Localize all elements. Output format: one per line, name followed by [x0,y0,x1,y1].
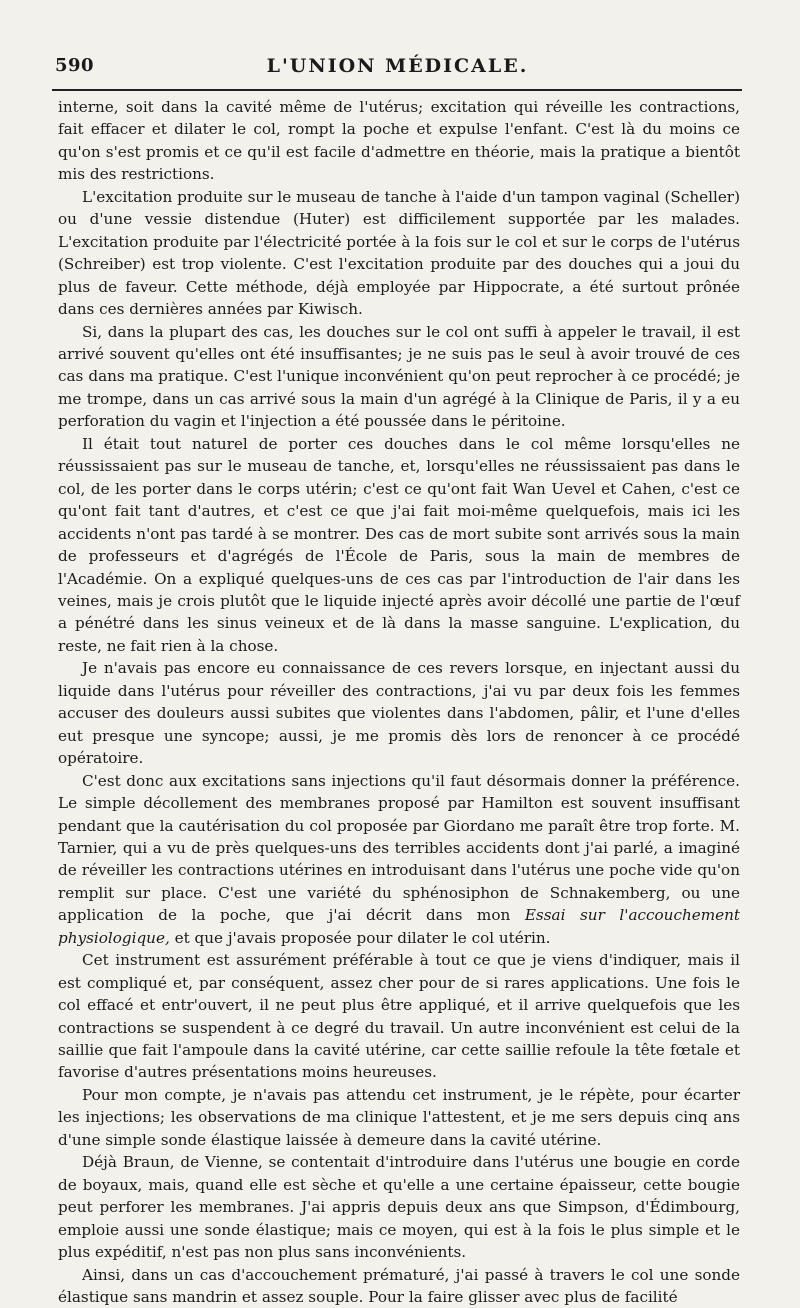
running-title: L'UNION MÉDICALE. [266,55,529,77]
paragraph-2: L'excitation produite sur le museau de tanche à l'aide d'un tampon vaginal (Scheller) ou d'une vessie distendue (Huter) est difficilement supportée par les malades. L'excitation produite par l'électricité portée à la fois sur le col et sur le corps de l'utérus (Schreiber) est trop violente. C'est l'excitation produite par des douches qui a joui du plus de faveur. Cette méthode, déjà employée par Hippocrate, a été surtout prônée dans ces dernières années par Kiwisch. [58,187,740,319]
paragraph-9: Déjà Braun, de Vienne, se contentait d'introduire dans l'utérus une bougie en corde de boyaux, mais, quand elle est sèche et qu'elle a une certaine épaisseur, cette bougie peut perforer les membranes. J'ai appris depuis deux ans que Simpson, d'Édimbourg, emploie aussi une sonde élastique; mais ce moyen, qui est à la fois le plus simple et le plus expéditif, n'est pas non plus sans inconvénients. [58,1153,740,1262]
header-rule [52,89,742,91]
book-title: Essai sur l'accouchement physiologique, [58,906,740,947]
paragraph-8: Pour mon compte, je n'avais pas attendu cet instrument, je le répète, pour écarter les injections; les observations de ma clinique l'attestent, et je me sers depuis cinq ans d'une simple sonde élastique laissée à demeure dans la cavité utérine. [58,1085,740,1149]
paragraph-10: Ainsi, dans un cas d'accouchement prématuré, j'ai passé à travers le col une sonde élastique sans mandrin et assez souple. Pour la faire glisser avec plus de facilité [58,1265,740,1307]
paragraph-6-text: C'est donc aux excitations sans injections qu'il faut désormais donner la préférence. Le simple décollement des membranes proposé par Hamilton est souvent insuffisant pendant que la cautérisation du col proposée par Giordano me paraît être trop forte. M. Tarnier, qui a vu de près quelques-uns des terribles accidents dont j'ai parlé, a imaginé de réveiller les contractions utérines en introduisant dans l'utérus une poche vide qu'on remplit sur place. C'est une variété du sphénosiphon de Schnakemberg, ou une application de la poche, que j'ai décrit dans mon [58,771,740,925]
paragraph-6-tail: et que j'avais proposée pour dilater le col utérin. [169,928,551,947]
page-header [55,55,740,85]
paragraph-7: Cet instrument est assurément préférable à tout ce que je viens d'indiquer, mais il est compliqué et, par conséquent, assez cher pour de si rares applications. Une fois le col effacé et entr'ouvert, il ne peut plus être appliqué, et il arrive quelquefois que les contractions se suspendent à ce degré du travail. Un autre inconvénient est celui de la saillie que fait l'ampoule dans la cavité utérine, car cette saillie refoule la tête fœtale et favorise d'autres présentations moins heureuses. [58,951,740,1082]
paragraph-5: Je n'avais pas encore eu connaissance de ces revers lorsque, en injectant aussi du liquide dans l'utérus pour réveiller des contractions, j'ai vu par deux fois les femmes accuser des douleurs aussi subites que violentes dans l'abdomen, pâlir, et l'une d'elles eut presque une syncope; aussi, je me promis dès lors de renoncer à ce procédé opératoire. [58,659,740,768]
body-text [58,96,740,1308]
page-number: 590 [55,55,95,76]
paragraph-3: Si, dans la plupart des cas, les douches sur le col ont suffi à appeler le travail, il est arrivé souvent qu'elles ont été insuffisantes; je ne suis pas le seul à avoir trouvé de ces cas dans ma pratique. C'est l'unique inconvénient qu'on peut reprocher à ce procédé; je me trompe, dans un cas arrivé sous la main d'un agrégé à la Clinique de Paris, il y a eu perforation du vagin et l'injection a été poussée dans le péritoine. [58,322,740,431]
paragraph-6 [58,770,740,950]
paragraph-1: interne, soit dans la cavité même de l'utérus; excitation qui réveille les contractions, fait effacer et dilater le col, rompt la poche et expulse l'enfant. C'est là du moins ce qu'on s'est promis et ce qu'il est facile d'admettre en théorie, mais la pratique a bientôt mis des restrictions. [58,98,740,184]
paragraph-4: Il était tout naturel de porter ces douches dans le col même lorsqu'elles ne réussissaient pas sur le museau de tanche, et, lorsqu'elles ne réussissaient pas dans le col, de les porter dans le corps utérin; c'est ce qu'ont fait Wan Uevel et Cahen, c'est ce qu'ont fait tant d'autres, et c'est ce que j'ai fait moi-même quelquefois, mais ici les accidents n'ont pas tardé à se montrer. Des cas de mort subite sont arrivés sous la main de professeurs et d'agrégés de l'École de Paris, sous la main de membres de l'Académie. On a expliqué quelques-uns de ces cas par l'introduction de l'air dans les veines, mais je crois plutôt que le liquide injecté après avoir décollé une partie de l'œuf a pénétré dans les sinus veineux et de là dans la masse sanguine. L'explication, du reste, ne fait rien à la chose. [58,434,740,655]
